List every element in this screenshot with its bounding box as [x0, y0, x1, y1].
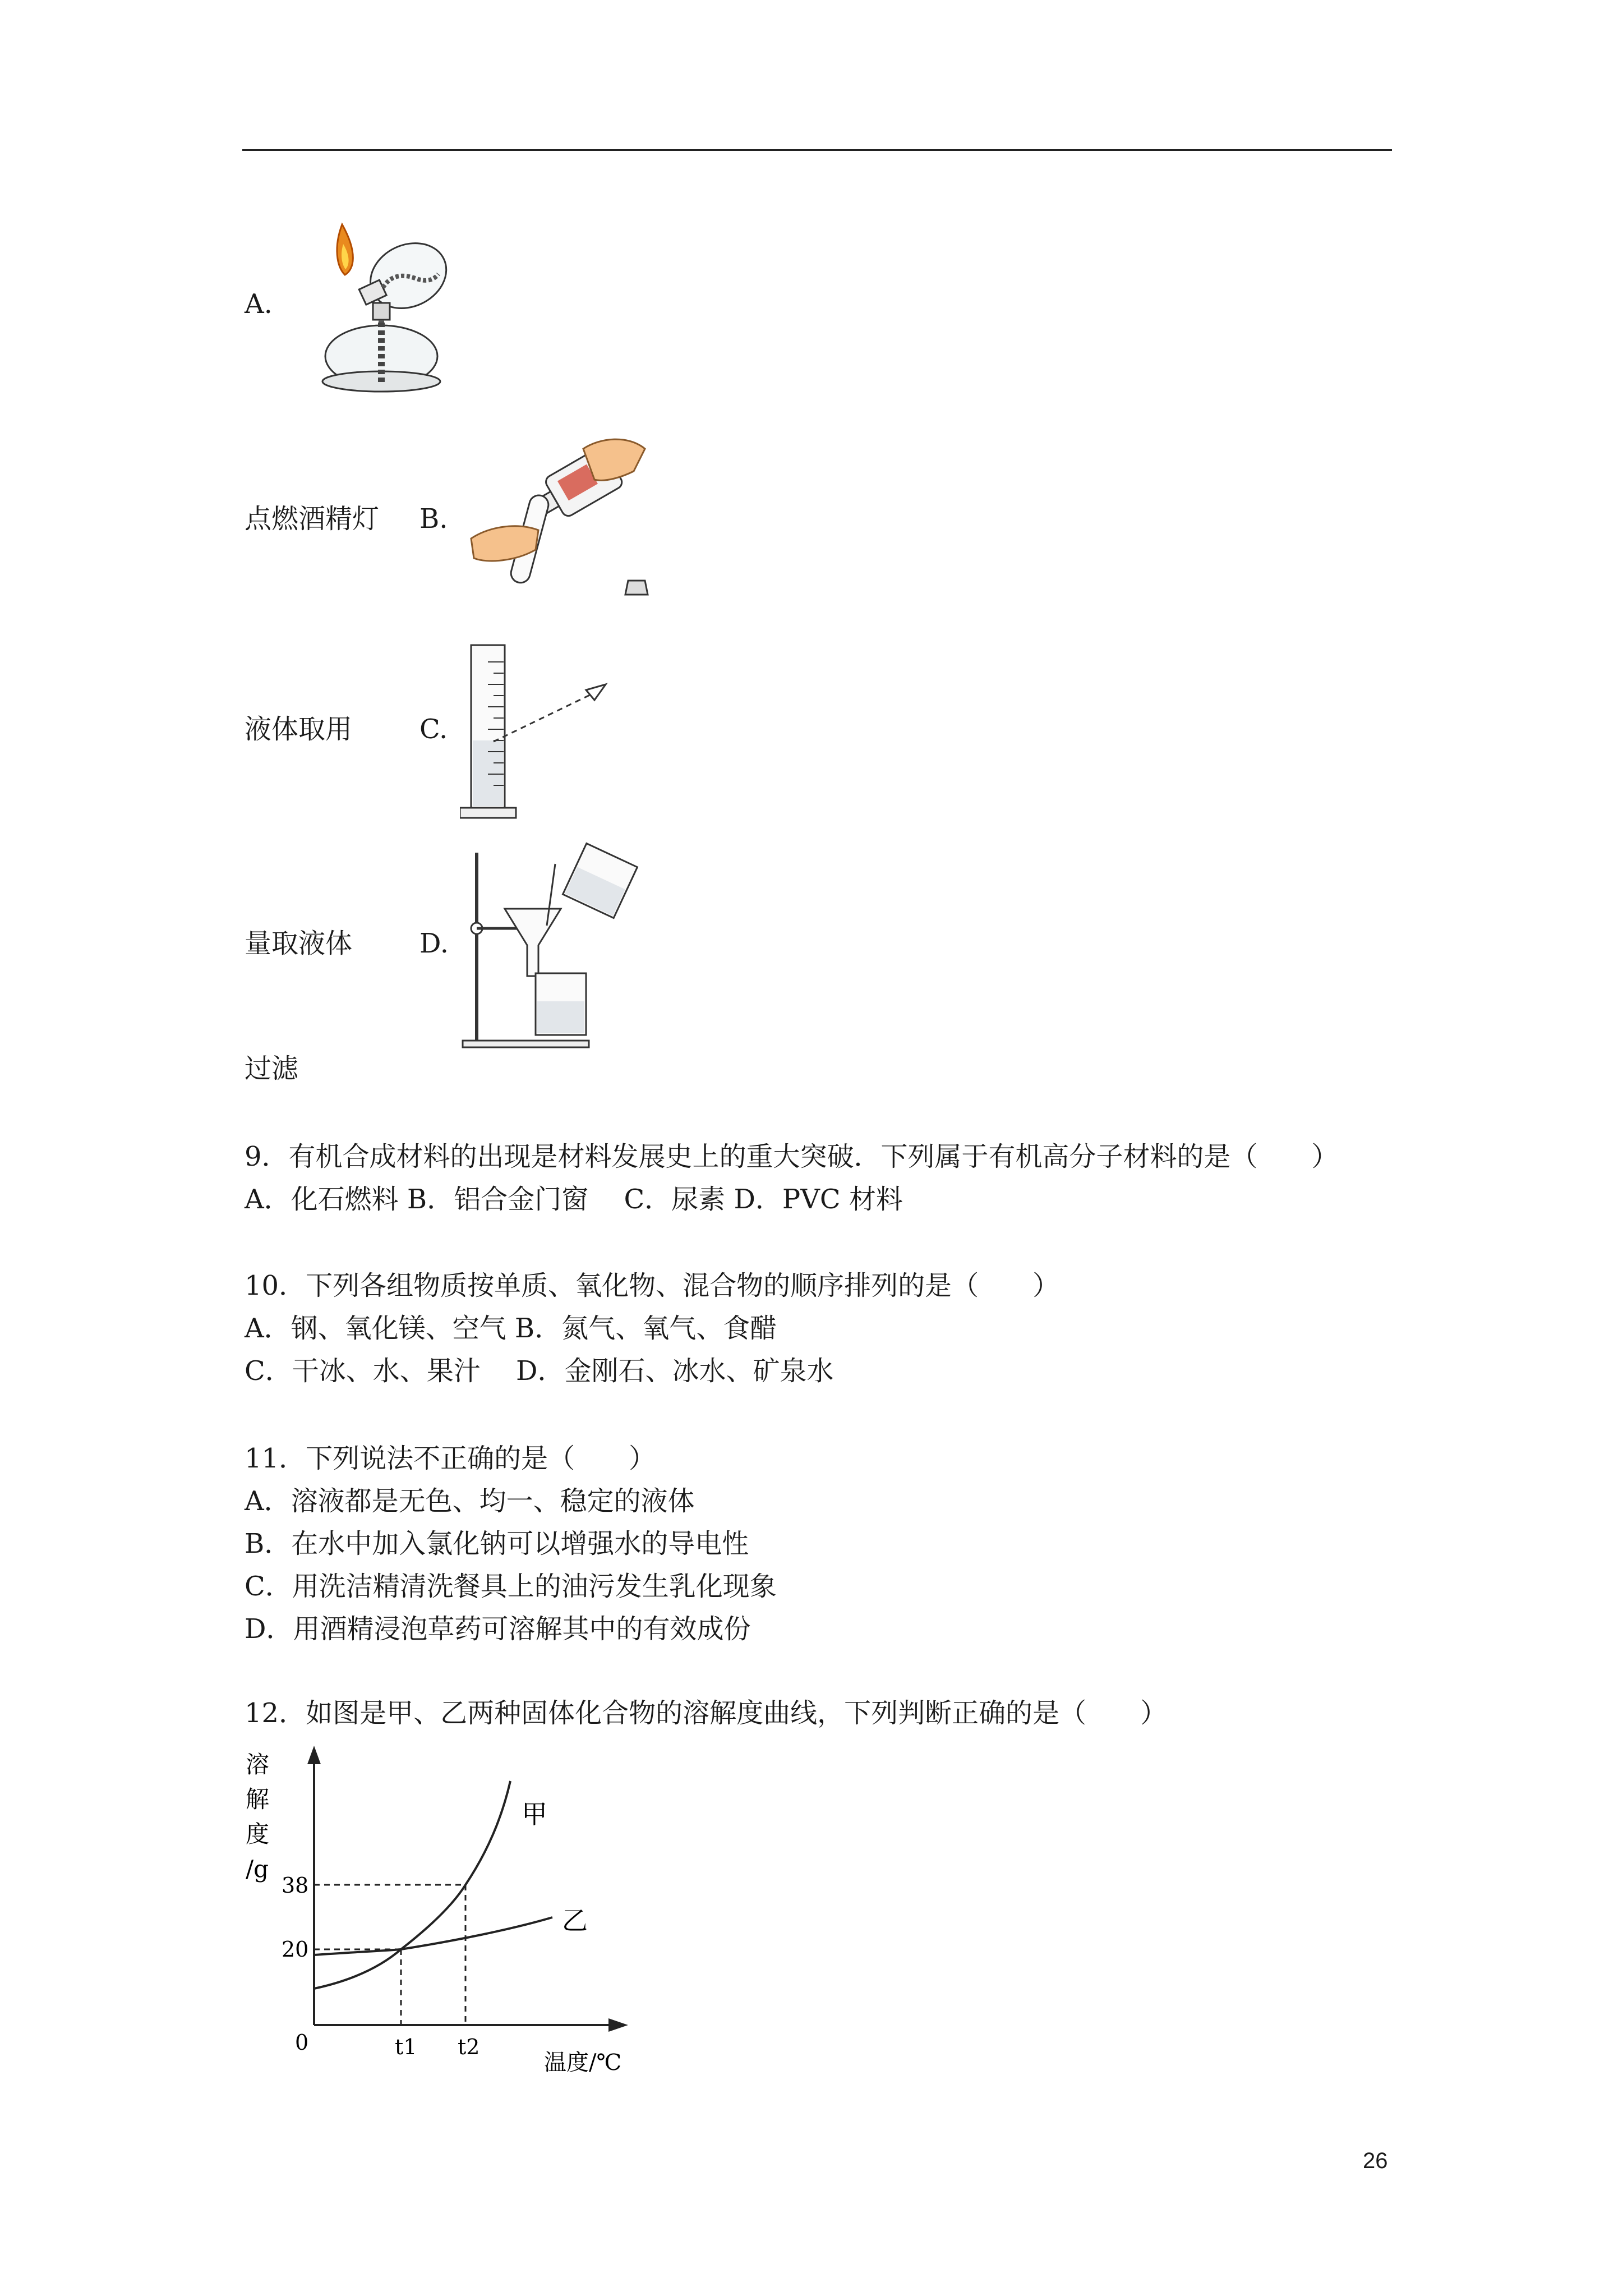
ylabel-char-4: /g: [246, 1855, 269, 1883]
ylabel-char-2: 解: [246, 1786, 270, 1813]
option-b-caption: 液体取用: [245, 714, 353, 745]
liquid-pouring-figure: [465, 432, 656, 606]
xtick-t2: t2: [458, 2035, 480, 2059]
option-d-label: D.: [419, 928, 449, 959]
q10-options-line2: C．干冰、水、果汁 D．金刚石、冰水、矿泉水: [245, 1355, 834, 1387]
q12-stem: 12．如图是甲、乙两种固体化合物的溶解度曲线，下列判断正确的是（ ）: [245, 1697, 1168, 1729]
q11-option-a: A．溶液都是无色、均一、稳定的液体: [245, 1485, 695, 1517]
series-jia-label: 甲: [522, 1799, 547, 1829]
q11-option-c: C．用洗洁精清洗餐具上的油污发生乳化现象: [245, 1571, 777, 1602]
q9-options: A．化石燃料 B．铝合金门窗 C．尿素 D．PVC 材料: [245, 1184, 903, 1215]
graduated-cylinder-figure: [460, 639, 617, 825]
q10-stem: 10．下列各组物质按单质、氧化物、混合物的顺序排列的是（ ）: [245, 1270, 1060, 1301]
ylabel-char-1: 溶: [246, 1751, 270, 1778]
ylabel-char-3: 度: [246, 1820, 270, 1848]
header-rule: [242, 149, 1392, 151]
q11-stem: 11．下列说法不正确的是（ ）: [245, 1443, 656, 1474]
series-yi-label: 乙: [562, 1906, 588, 1936]
series-jia-curve: [314, 1781, 510, 1989]
option-a-caption: 点燃酒精灯: [245, 503, 380, 535]
filtration-setup-figure: [460, 841, 645, 1055]
q11-option-d: D．用酒精浸泡草药可溶解其中的有效成份: [245, 1613, 751, 1645]
ytick-20: 20: [282, 1937, 309, 1962]
solubility-curve-chart: [241, 1739, 645, 2076]
page-number: 26: [1363, 2148, 1388, 2173]
alcohol-lamp-lighting-figure: [303, 213, 460, 398]
x-axis-arrow: [608, 2018, 628, 2032]
q11-option-b: B．在水中加入氯化钠可以增强水的导电性: [245, 1528, 749, 1559]
option-b-label: B.: [419, 503, 448, 535]
q9-stem: 9．有机合成材料的出现是材料发展史上的重大突破．下列属于有机高分子材料的是（ ）: [245, 1141, 1339, 1172]
option-d-caption: 过滤: [245, 1053, 299, 1084]
ytick-38: 38: [282, 1873, 309, 1898]
origin-label: 0: [295, 2030, 309, 2055]
option-c-caption: 量取液体: [245, 928, 353, 959]
option-c-label: C.: [419, 714, 448, 745]
xtick-t1: t1: [395, 2035, 417, 2059]
q10-options-line1: A．钢、氧化镁、空气 B．氮气、氧气、食醋: [245, 1313, 777, 1344]
y-axis-arrow: [307, 1746, 321, 1764]
xlabel: 温度/℃: [544, 2050, 622, 2076]
option-a-label: A.: [245, 288, 273, 320]
